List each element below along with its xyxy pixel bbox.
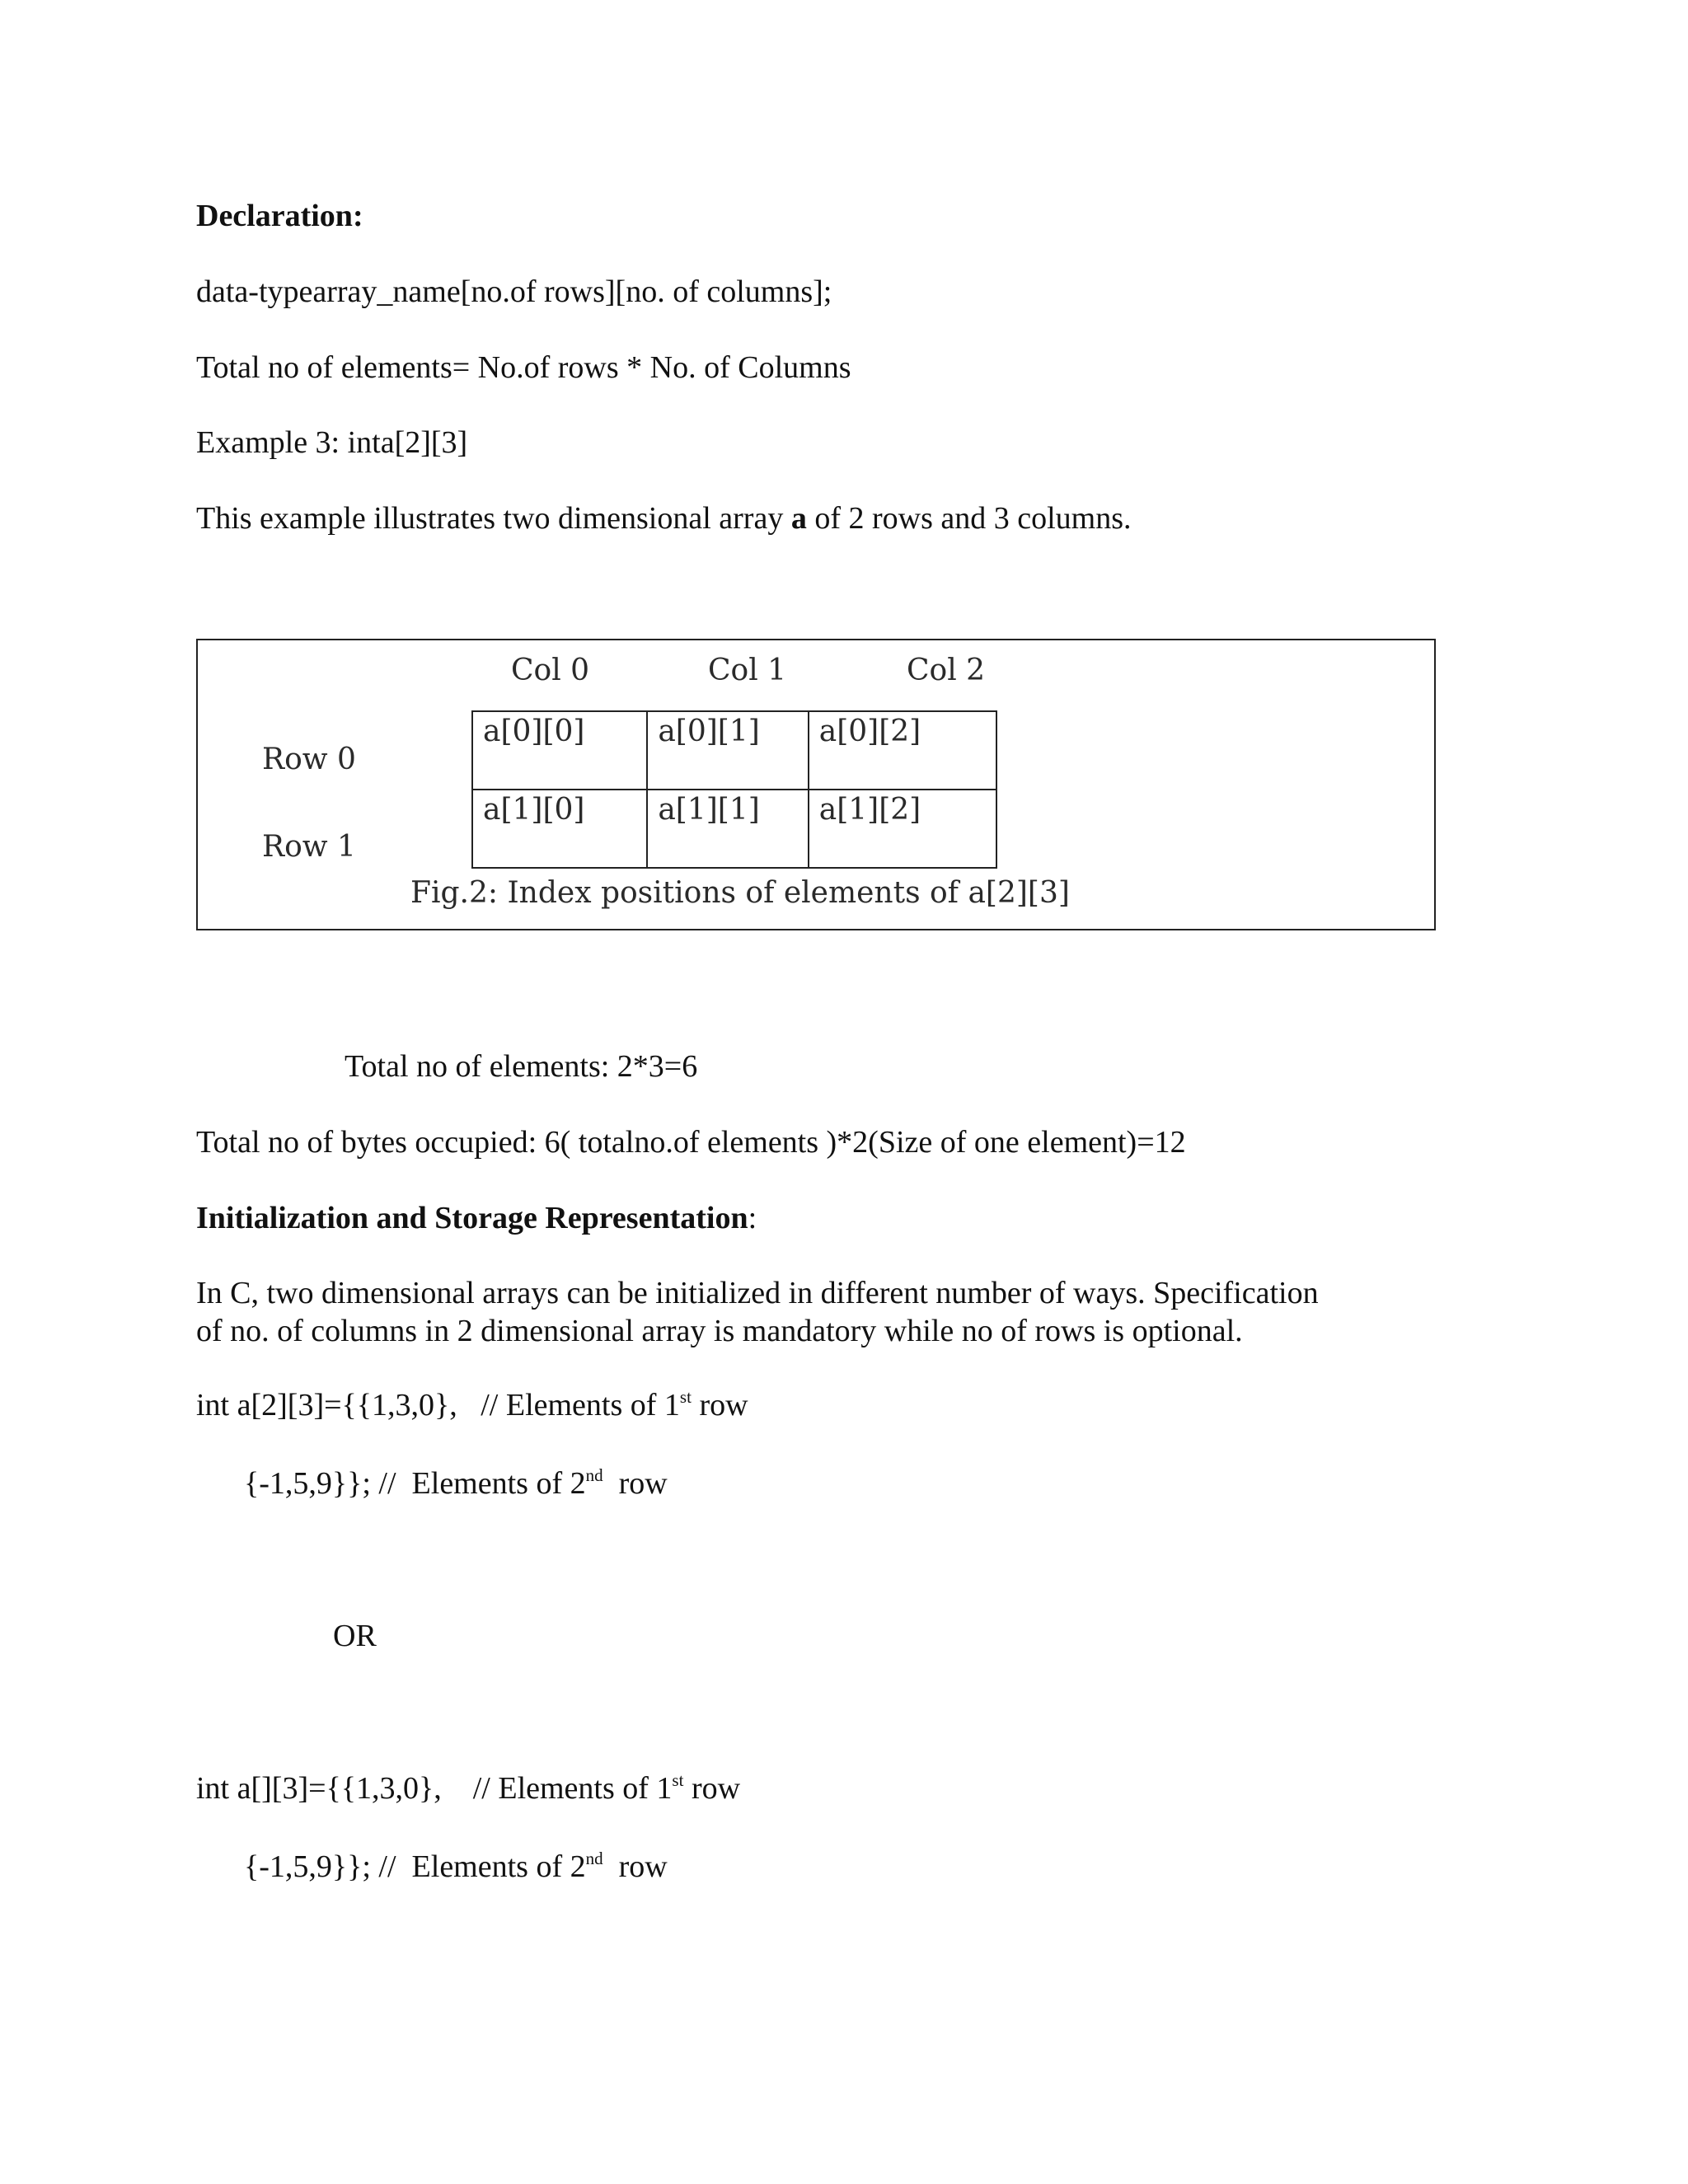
code-1-line-1 [196, 1387, 748, 1423]
code-text: {-1,5,9}}; // Elements of 2 [244, 1849, 586, 1884]
initialization-paragraph [196, 1274, 1581, 1350]
figure-caption: Fig.2: Index positions of elements of a[2][3] [410, 876, 1070, 910]
declaration-heading: Declaration: [196, 199, 363, 233]
code-2-line-1 [196, 1770, 740, 1807]
code-text-end: row [603, 1466, 668, 1501]
grid-cell: a[0][1] [647, 711, 808, 790]
declaration-syntax: data-typearray_name[no.of rows][no. of columns]; [196, 274, 832, 309]
ordinal-suffix: nd [585, 1849, 603, 1868]
col-header-2: Col 2 [907, 654, 986, 687]
ordinal-suffix: st [679, 1387, 692, 1407]
grid-cell: a[1][2] [809, 790, 996, 868]
code-text-end: row [603, 1849, 668, 1884]
ordinal-suffix: nd [585, 1465, 603, 1485]
row-label-0: Row 0 [262, 743, 356, 776]
row-label-1: Row 1 [262, 830, 356, 864]
ordinal-suffix: st [672, 1770, 684, 1790]
initialization-heading [196, 1200, 757, 1236]
grid-cell: a[1][1] [647, 790, 808, 868]
grid-cell: a[0][0] [472, 711, 647, 790]
code-text-end: row [683, 1771, 741, 1806]
paragraph-line-2: of no. of columns in 2 dimensional array is mandatory while no of rows is optional. [196, 1314, 1243, 1348]
grid-row-0 [472, 711, 996, 790]
code-2-line-2 [244, 1849, 668, 1885]
grid-row-1 [472, 790, 996, 868]
or-separator: OR [333, 1619, 377, 1653]
total-bytes-value: Total no of bytes occupied: 6( totalno.of elements )*2(Size of one element)=12 [196, 1125, 1186, 1160]
code-text: int a[2][3]={{1,3,0}, // Elements of 1 [196, 1388, 680, 1422]
code-text: int a[][3]={{1,3,0}, // Elements of 1 [196, 1771, 673, 1806]
grid-cell: a[1][0] [472, 790, 647, 868]
col-header-1: Col 1 [708, 654, 787, 687]
illustrates-array-name: a [790, 501, 807, 536]
illustrates-text-before: This example illustrates two dimensional array [196, 501, 791, 536]
total-elements-value: Total no of elements: 2*3=6 [345, 1049, 698, 1084]
grid-cell: a[0][2] [809, 711, 996, 790]
total-elements-formula: Total no of elements= No.of rows * No. of Columns [196, 350, 851, 385]
initialization-heading-text: Initialization and Storage Representation [196, 1201, 748, 1235]
example-line: Example 3: inta[2][3] [196, 425, 468, 460]
col-header-0: Col 0 [511, 654, 590, 687]
code-text-end: row [691, 1388, 748, 1422]
illustrates-line [196, 500, 1132, 537]
initialization-heading-colon: : [748, 1201, 757, 1235]
paragraph-line-1: In C, two dimensional arrays can be initialized in different number of ways. Specification [196, 1276, 1319, 1310]
code-1-line-2 [244, 1465, 668, 1502]
code-text: {-1,5,9}}; // Elements of 2 [244, 1466, 586, 1501]
illustrates-text-after: of 2 rows and 3 columns. [806, 501, 1132, 536]
index-grid [471, 710, 997, 869]
